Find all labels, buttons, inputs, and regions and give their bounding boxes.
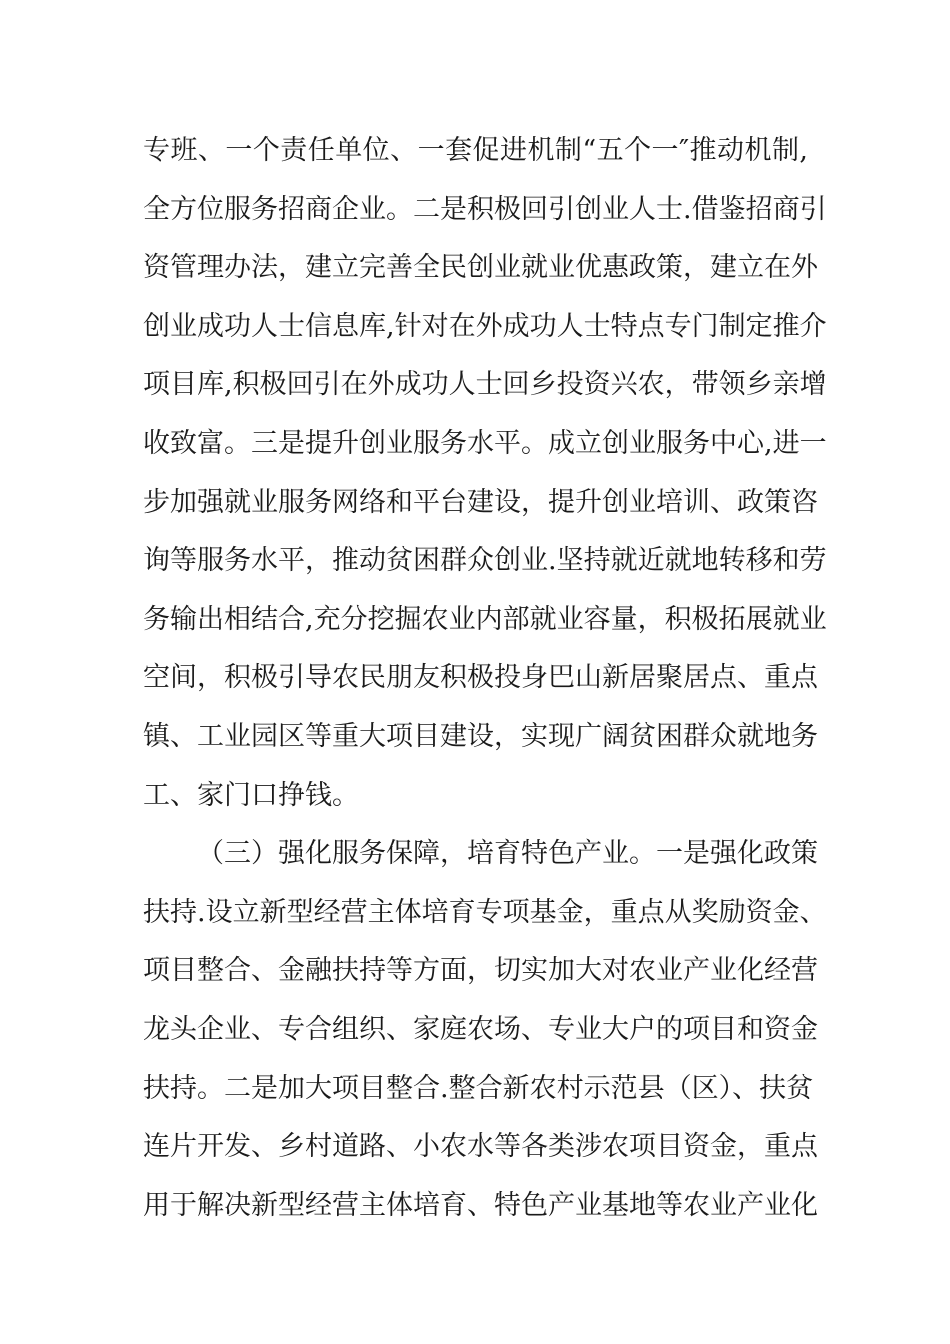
text-line: 龙头企业、专合组织、家庭农场、专业大户的项目和资金 (143, 1013, 818, 1045)
text-line: 步加强就业服务网络和平台建设，提升创业培训、政策咨 (143, 486, 818, 518)
text-line: 工、家门口挣钱。 (143, 779, 359, 811)
text-line: 用于解决新型经营主体培育、特色产业基地等农业产业化 (143, 1189, 818, 1221)
body-text (143, 122, 827, 1235)
text-line: 空间，积极引导农民朋友积极投身巴山新居聚居点、重点 (143, 662, 818, 694)
text-line: 资管理办法，建立完善全民创业就业优惠政策，建立在外 (143, 252, 818, 284)
text-line: 扶持。二是加大项目整合.整合新农村示范县（区）、扶贫 (143, 1072, 814, 1104)
text-line: 项目库,积极回引在外成功人士回乡投资兴农，带领乡亲增 (143, 369, 827, 401)
text-line: 询等服务水平，推动贫困群众创业.坚持就近就地转移和劳 (143, 545, 827, 577)
text-line: 专班、一个责任单位、一套促进机制“五个一″推动机制, (143, 135, 808, 166)
text-line: 全方位服务招商企业。二是积极回引创业人士.借鉴招商引 (143, 193, 827, 225)
text-line: 扶持.设立新型经营主体培育专项基金，重点从奖励资金、 (143, 896, 827, 928)
text-line: 连片开发、乡村道路、小农水等各类涉农项目资金，重点 (143, 1131, 818, 1163)
text-line: 创业成功人士信息库,针对在外成功人士特点专门制定推介 (143, 310, 827, 342)
text-line: 务输出相结合,充分挖掘农业内部就业容量，积极拓展就业 (143, 603, 827, 635)
text-line: 镇、工业园区等重大项目建设，实现广阔贫困群众就地务 (143, 720, 818, 752)
paragraph-first-line: （三）强化服务保障，培育特色产业。一是强化政策 (197, 838, 818, 870)
text-line: 项目整合、金融扶持等方面，切实加大对农业产业化经营 (143, 955, 818, 987)
text-line: 收致富。三是提升创业服务水平。成立创业服务中心,进一 (143, 427, 827, 459)
